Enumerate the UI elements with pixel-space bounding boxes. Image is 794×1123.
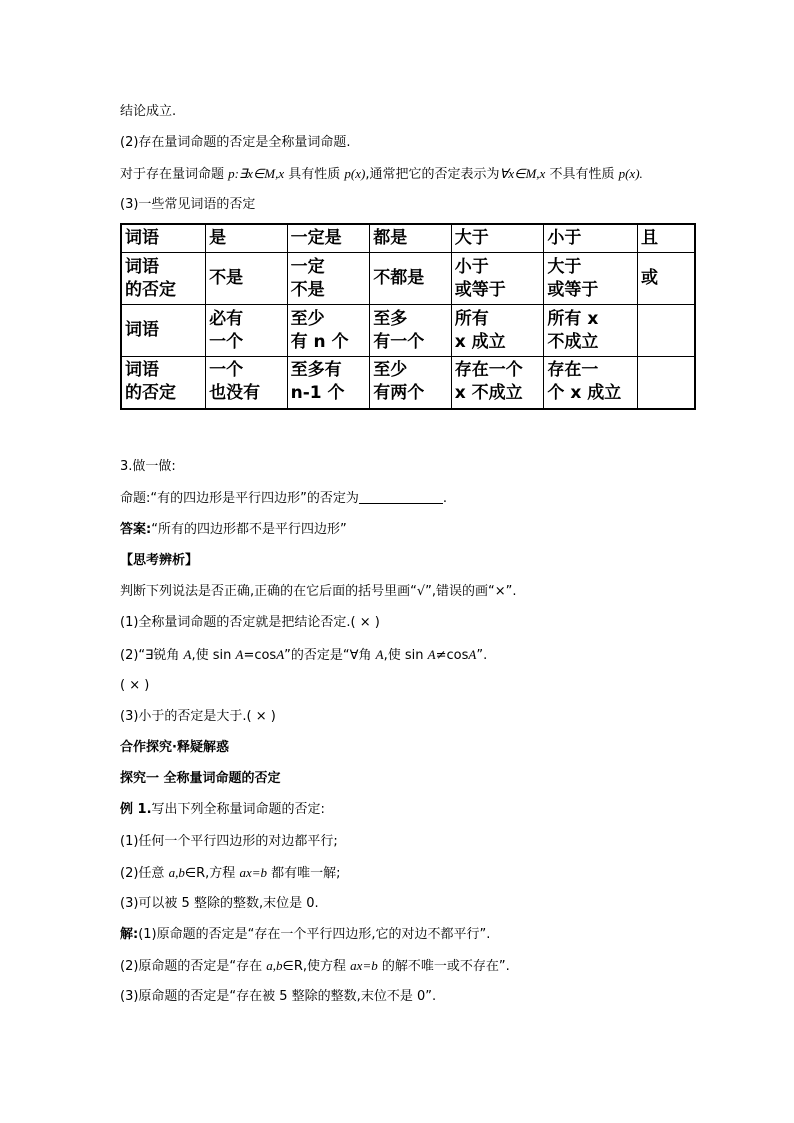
table-row-header: 词语 的否定 — [121, 357, 206, 409]
table-row — [121, 253, 695, 305]
section-heading: 合作探究·释疑解惑 — [120, 740, 229, 755]
table-cell — [638, 305, 695, 357]
table-cell — [638, 357, 695, 409]
think-heading: 【思考辨析】 — [120, 553, 199, 568]
solution-1: 解:(1)原命题的否定是“存在一个平行四边形,它的对边不都平行”. — [120, 927, 491, 942]
solution-2: (2)原命题的否定是“存在 a,b∈R,使方程 ax=b 的解不唯一或不存在”. — [120, 958, 510, 974]
table-cell: 至多有 n-1 个 — [287, 357, 370, 409]
example-item-3: (3)可以被 5 整除的整数,末位是 0. — [120, 896, 319, 911]
table-row — [121, 305, 695, 357]
practice-answer: 答案:“所有的四边形都不是平行四边形” — [120, 522, 347, 537]
think-question-3: (3)小于的否定是大于.( × ) — [120, 709, 276, 724]
think-intro: 判断下列说法是否正确,正确的在它后面的括号里画“√”,错误的画“×”. — [120, 584, 517, 599]
table-row — [121, 224, 695, 253]
think-question-2-mark: ( × ) — [120, 678, 150, 693]
table-cell: 至多 有一个 — [370, 305, 452, 357]
table-cell: 且 — [638, 224, 695, 253]
table-row-header: 词语 的否定 — [121, 253, 206, 305]
table-cell: 存在一个 x 不成立 — [451, 357, 544, 409]
table-cell: 是 — [206, 224, 288, 253]
solution-3: (3)原命题的否定是“存在被 5 整除的整数,末位不是 0”. — [120, 989, 437, 1004]
text-line-conclusion: 结论成立. — [120, 104, 177, 119]
table-cell: 或 — [638, 253, 695, 305]
table-cell: 至少 有两个 — [370, 357, 452, 409]
table-row-header: 词语 — [121, 305, 206, 357]
topic-heading: 探究一 全称量词命题的否定 — [120, 771, 281, 786]
table-cell: 必有 一个 — [206, 305, 288, 357]
table-cell: 一定 不是 — [287, 253, 370, 305]
table-cell: 不都是 — [370, 253, 452, 305]
table-cell: 一定是 — [287, 224, 370, 253]
table-cell: 所有 x 不成立 — [544, 305, 638, 357]
table-cell: 都是 — [370, 224, 452, 253]
text-line-existential-definition: 对于存在量词命题 p:∃x∈M,x 具有性质 p(x),通常把它的否定表示为∀x∈M,x 不具有性质 p(x). — [120, 166, 643, 182]
think-question-2: (2)“∃锐角 A,使 sin A=cosA”的否定是“∀角 A,使 sin A≠cosA”. — [120, 647, 488, 663]
table-cell: 一个 也没有 — [206, 357, 288, 409]
text-line-common-words: (3)一些常见词语的否定 — [120, 197, 256, 212]
table-cell: 大于 或等于 — [544, 253, 638, 305]
table-cell: 所有 x 成立 — [451, 305, 544, 357]
example-item-2: (2)任意 a,b∈R,方程 ax=b 都有唯一解; — [120, 865, 341, 881]
answer-blank — [359, 490, 443, 504]
table-row — [121, 357, 695, 409]
table-cell: 小于 或等于 — [451, 253, 544, 305]
table-row-header: 词语 — [121, 224, 206, 253]
word-negation-table — [120, 223, 696, 410]
table-cell: 存在一 个 x 成立 — [544, 357, 638, 409]
practice-heading: 3.做一做: — [120, 459, 176, 474]
think-question-1: (1)全称量词命题的否定就是把结论否定.( × ) — [120, 615, 380, 630]
example-item-1: (1)任何一个平行四边形的对边都平行; — [120, 834, 338, 849]
practice-question: 命题:“有的四边形是平行四边形”的否定为 . — [120, 491, 447, 506]
table-cell: 至少 有 n 个 — [287, 305, 370, 357]
table-cell: 不是 — [206, 253, 288, 305]
text-line-existential-negation: (2)存在量词命题的否定是全称量词命题. — [120, 135, 351, 150]
table-cell: 小于 — [544, 224, 638, 253]
table-cell: 大于 — [451, 224, 544, 253]
example-1: 例 1.写出下列全称量词命题的否定: — [120, 802, 325, 817]
